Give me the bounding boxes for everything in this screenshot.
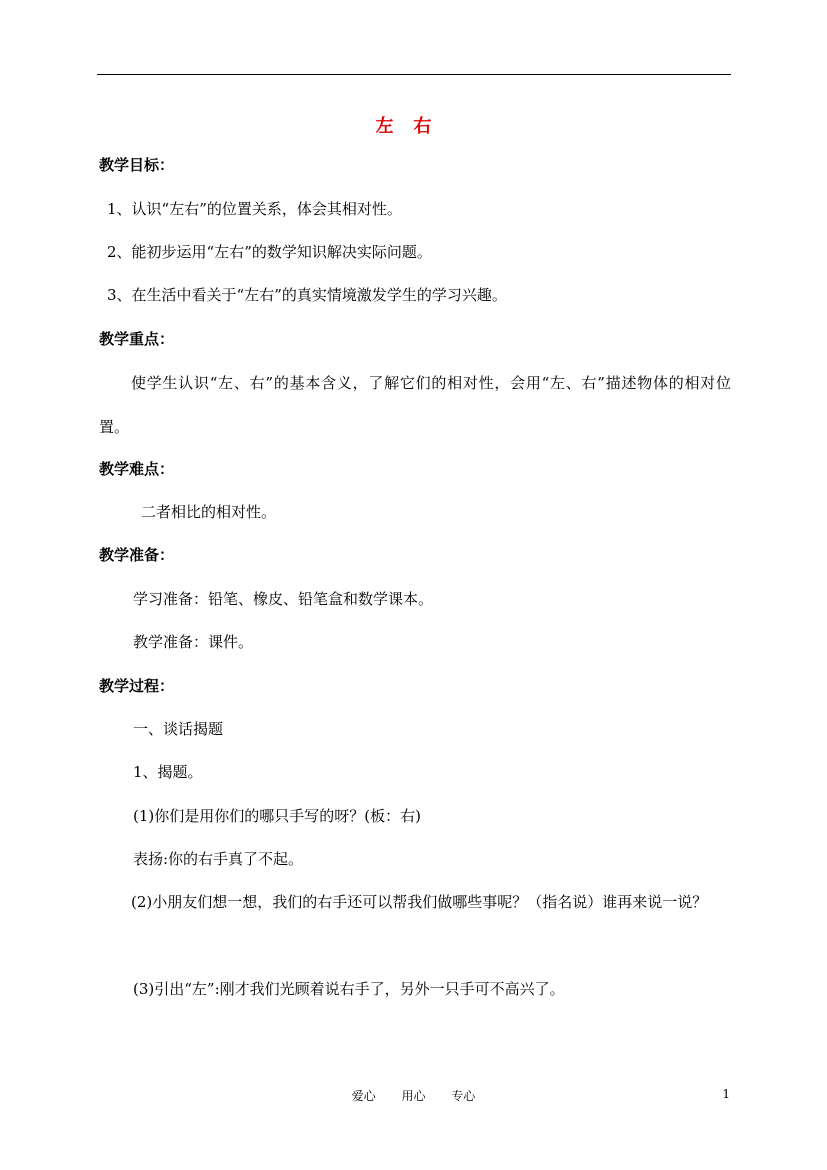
prep-item-2: 教学准备：课件。 [133, 633, 254, 651]
objectives-heading: 教学目标： [99, 156, 175, 174]
prep-item-1: 学习准备：铅笔、橡皮、铅笔盒和数学课本。 [133, 590, 434, 608]
process-praise: 表扬:你的右手真了不起。 [133, 850, 304, 868]
process-part-1: 一、谈话揭题 [133, 720, 224, 738]
page-number: 1 [722, 1087, 730, 1101]
keypoint-paragraph: 使学生认识“左、右”的基本含义，了解它们的相对性，会用“左、右”描述物体的相对位置。 [99, 374, 731, 436]
objective-item-1: 1、认识“左右”的位置关系，体会其相对性。 [107, 200, 402, 218]
difficulty-text: 二者相比的相对性。 [141, 503, 277, 521]
process-heading: 教学过程： [99, 677, 175, 695]
objective-item-3: 3、在生活中看关于“左右”的真实情境激发学生的学习兴趣。 [107, 286, 507, 304]
objective-item-2: 2、能初步运用“左右”的数学知识解决实际问题。 [107, 243, 432, 261]
process-step-1: 1、揭题。 [133, 763, 203, 781]
process-question-3: (3)引出“左”:刚才我们光顾着说右手了，另外一只手可不高兴了。 [133, 980, 565, 998]
prep-heading: 教学准备： [99, 546, 175, 564]
keypoint-heading: 教学重点： [99, 330, 175, 348]
footer-motto: 爱心 用心 专心 [351, 1089, 476, 1103]
header-rule [97, 74, 731, 75]
document-title: 左右 [375, 116, 452, 137]
process-question-1: (1)你们是用你们的哪只手写的呀？(板：右) [133, 807, 421, 825]
process-question-2: (2)小朋友们想一想，我们的右手还可以帮我们做哪些事呢？（指名说）谁再来说一说？ [131, 893, 708, 911]
difficulty-heading: 教学难点： [99, 460, 175, 478]
